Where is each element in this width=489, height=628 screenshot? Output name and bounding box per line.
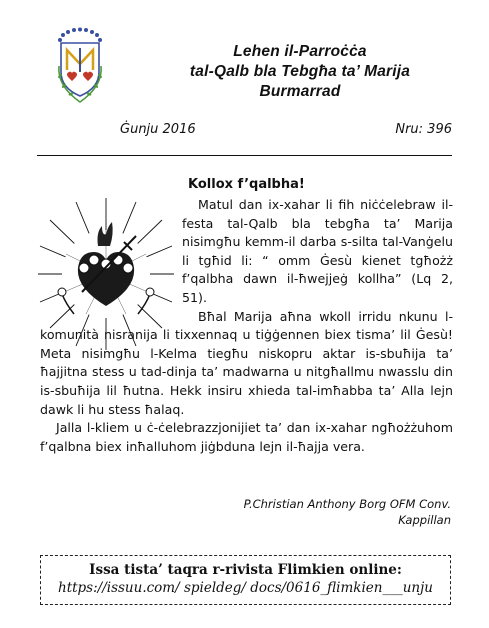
parish-crest-icon bbox=[53, 26, 107, 106]
article-paragraph-2: Bħal Marija aħna wkoll irridu nkunu l-komunità nisranija li tixxennaq u tiġġennen biex tisma’ lil Ġesù! Meta nisimgħu l-Kelma tiegħu niskopru aktar is-sbuħija ta’ ħajjitna stess u tad-dinja ta’ madwarna u nitgħallmu nwasslu din is-sbuħija lil ħutna. Hekk insiru xhieda tal-imħabba ta’ Alla lejn dawk li hu stess ħalaq. bbox=[40, 308, 453, 417]
masthead-title bbox=[130, 42, 470, 102]
issue-number: Nru: 396 bbox=[395, 122, 452, 137]
image-spacer bbox=[40, 196, 182, 326]
online-notice-title: Issa tista’ taqra r-rivista Flimkien online: bbox=[89, 562, 402, 578]
signature-block bbox=[244, 496, 451, 528]
online-notice-box bbox=[40, 555, 451, 605]
title-line-3: Burmarrad bbox=[259, 83, 341, 100]
title-line-2: tal-Qalb bla Tebgħa ta’ Marija bbox=[189, 63, 411, 80]
online-url-link[interactable]: https://issuu.com/ spieldeg/ docs/0616_flimkien___unju bbox=[58, 580, 433, 596]
signature-name: P.Christian Anthony Borg OFM Conv. bbox=[243, 497, 451, 511]
title-line-1: Lehen il-Parroċċa bbox=[233, 43, 367, 60]
issue-date: Ġunju 2016 bbox=[120, 122, 196, 137]
article-paragraph-1: Matul dan ix-xahar li fih niċċelebraw il-festa tal-Qalb bla tebgħa ta’ Marija nisimgħu kemm-il darba s-silta tal-Vanġelu li tgħid li: “ omm Ġesù kienet tgħożż f’qalbha dawn il-ħwejjeġ kollha” (Lq 2, 51). bbox=[182, 197, 453, 305]
signature-role: Kappillan bbox=[398, 513, 451, 527]
article-body bbox=[40, 196, 453, 456]
article-heading: Kollox f’qalbha! bbox=[188, 177, 305, 192]
article-paragraph-3: Jalla l-kliem u ċ-ċelebrazzjonijiet ta’ dan ix-xahar ngħożżuhom f’qalbna biex inħalluhom jiġbduna lejn il-ħajja vera. bbox=[40, 420, 453, 454]
header-divider bbox=[37, 155, 452, 156]
